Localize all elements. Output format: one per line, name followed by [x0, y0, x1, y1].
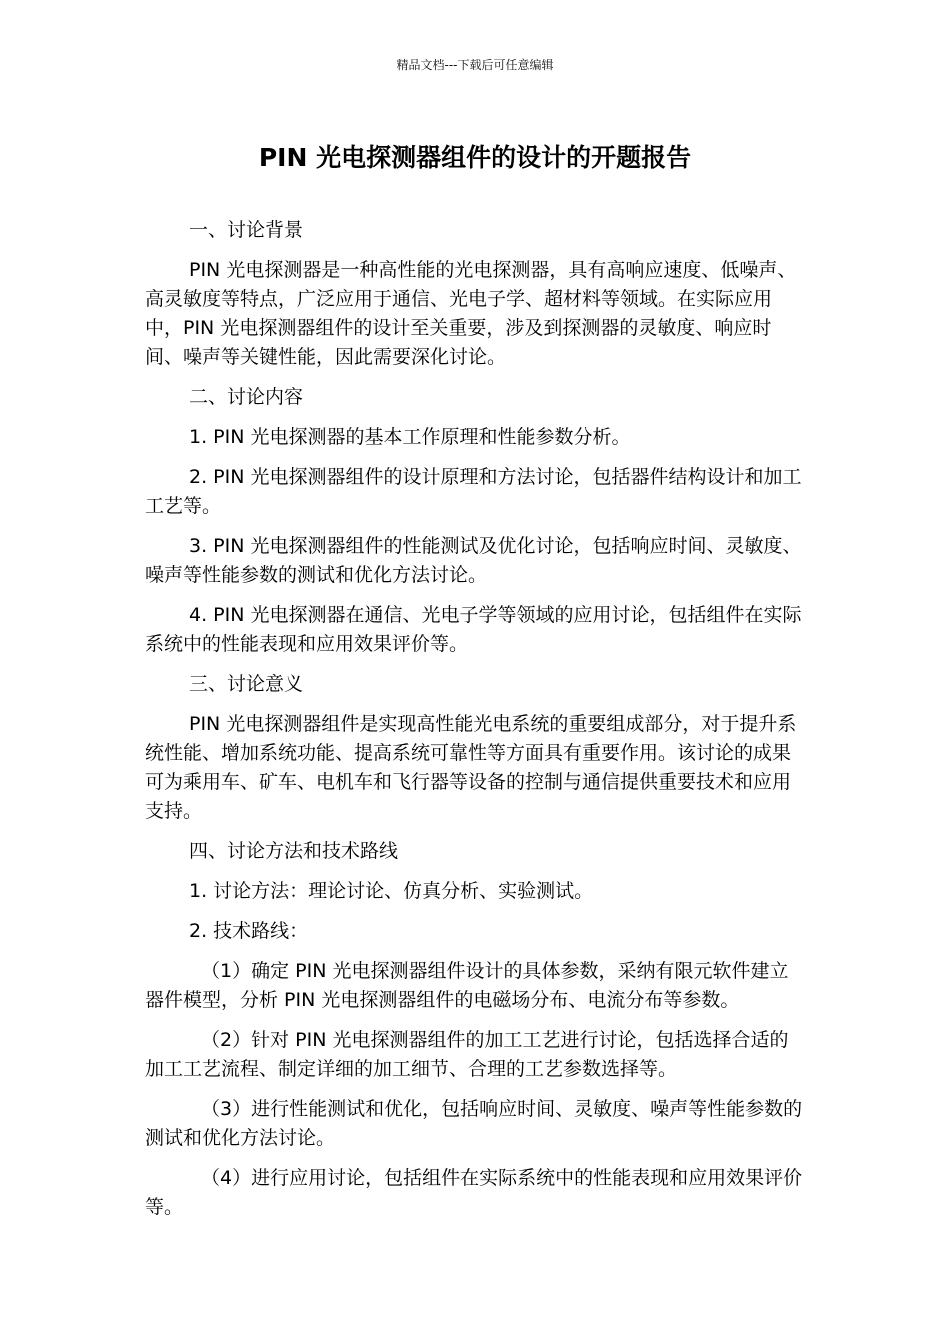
- section-heading-content: 二、讨论内容: [189, 386, 304, 408]
- content-item-1: 1. PIN 光电探测器的基本工作原理和性能参数分析。: [189, 426, 631, 448]
- section-heading-significance: 三、讨论意义: [189, 673, 304, 695]
- document-title: PIN 光电探测器组件的设计的开题报告: [258, 143, 692, 172]
- route-step-4: （4）进行应用讨论，包括组件在实际系统中的性能表现和应用效果评价等。: [145, 1167, 803, 1218]
- content-item-3: 3. PIN 光电探测器组件的性能测试及优化讨论，包括响应时间、灵敏度、噪声等性能参数的测试和优化方法讨论。: [145, 535, 802, 586]
- route-step-3: （3）进行性能测试和优化，包括响应时间、灵敏度、噪声等性能参数的测试和优化方法讨论。: [145, 1098, 803, 1149]
- methods-item-1: 1. 讨论方法：理论讨论、仿真分析、实验测试。: [189, 880, 594, 902]
- section-heading-background: 一、讨论背景: [189, 219, 304, 241]
- document-body: [145, 216, 807, 1233]
- page-header: 精品文档---下载后可任意编辑: [396, 58, 554, 72]
- section-heading-methods: 四、讨论方法和技术路线: [189, 840, 399, 862]
- route-step-2: （2）针对 PIN 光电探测器组件的加工工艺进行讨论，包括选择合适的加工工艺流程、制定详细的加工细节、合理的工艺参数选择等。: [145, 1029, 789, 1080]
- content-item-4: 4. PIN 光电探测器在通信、光电子学等领域的应用讨论，包括组件在实际系统中的性能表现和应用效果评价等。: [145, 604, 802, 655]
- methods-item-2: 2. 技术路线：: [189, 920, 309, 942]
- route-step-1: （1）确定 PIN 光电探测器组件设计的具体参数，采纳有限元软件建立器件模型，分析 PIN 光电探测器组件的电磁场分布、电流分布等参数。: [145, 960, 789, 1011]
- paragraph-background: PIN 光电探测器是一种高性能的光电探测器，具有高响应速度、低噪声、高灵敏度等特点，广泛应用于通信、光电子学、超材料等领域。在实际应用中，PIN 光电探测器组件的设计至关重要，涉及到探测器的灵敏度、响应时间、噪声等关键性能，因此需要深化讨论。: [145, 259, 797, 368]
- paragraph-significance: PIN 光电探测器组件是实现高性能光电系统的重要组成部分，对于提升系统性能、增加系统功能、提高系统可靠性等方面具有重要作用。该讨论的成果可为乘用车、矿车、电机车和飞行器等设备的控制与通信提供重要技术和应用支持。: [145, 713, 797, 822]
- content-item-2: 2. PIN 光电探测器组件的设计原理和方法讨论，包括器件结构设计和加工工艺等。: [145, 466, 802, 517]
